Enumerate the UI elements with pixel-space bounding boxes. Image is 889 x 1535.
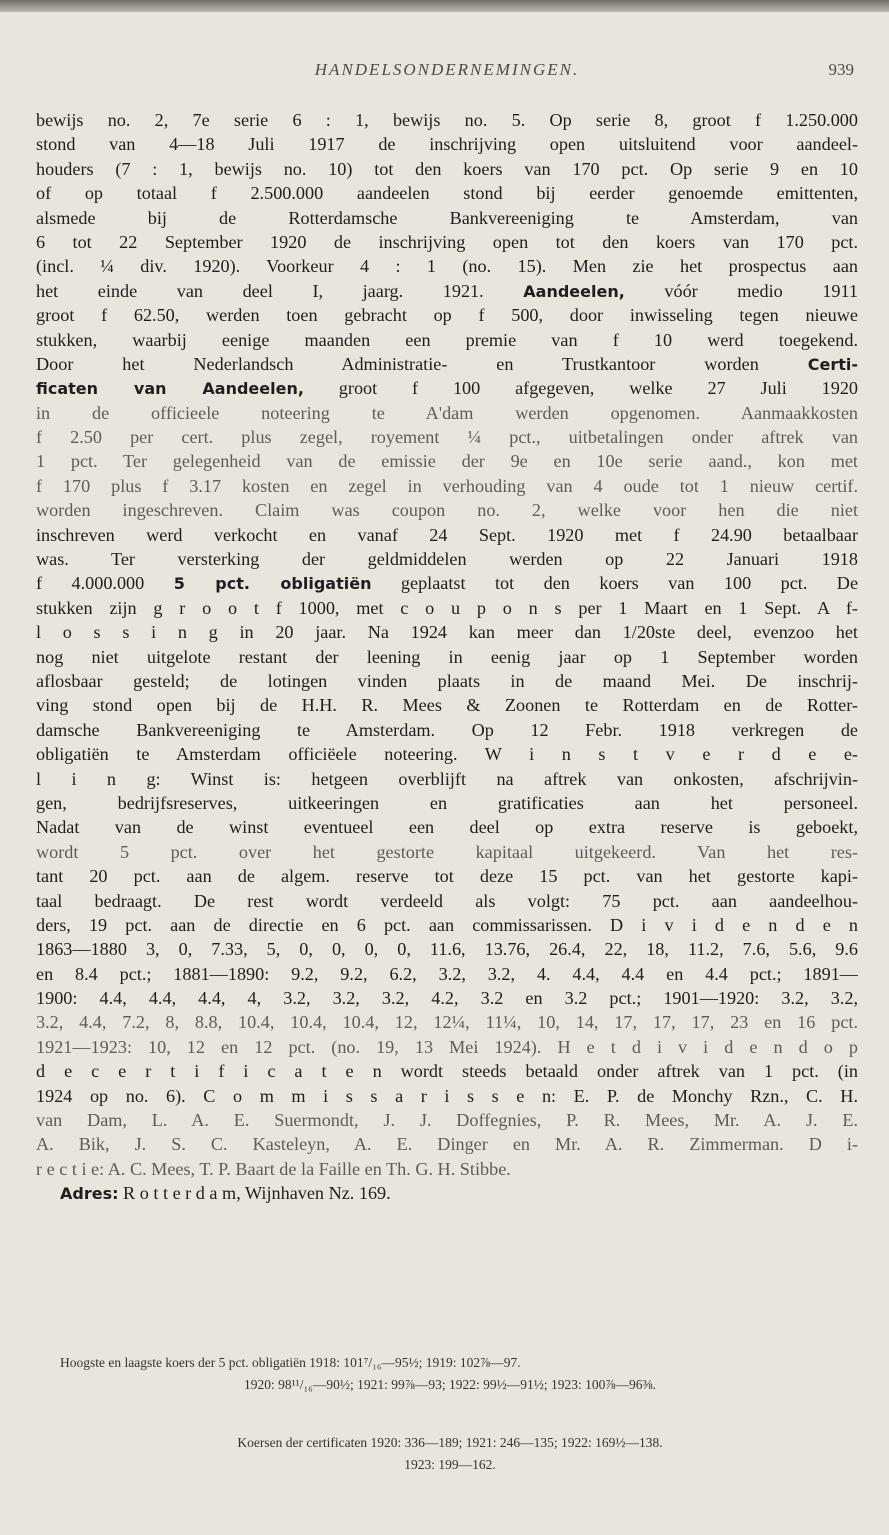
text-line: l i n g: Winst is: hetgeen overblijft na aftrek van onkosten, afschrijvin- <box>36 768 858 789</box>
text-fragment: f 4.000.000 <box>36 573 145 594</box>
text-line: wordt 5 pct. over het gestorte kapitaal uitgekeerd. Van het res- <box>36 841 858 862</box>
text-line: stukken zijn g r o o t f 1000, met c o u p o n s per 1 Maart en 1 Sept. A f- <box>36 597 858 618</box>
text-fragment: groot f 100 afgegeven, welke 27 Juli 1920 <box>338 378 858 399</box>
text-line: stond van 4—18 Juli 1917 de inschrijving open uitsluitend voor aandeel- <box>36 134 858 155</box>
bold-obligatien: 5 pct. obligatiën <box>173 574 372 594</box>
page-header <box>36 56 858 90</box>
bold-certificaten-a: Certi- <box>807 354 858 374</box>
text-line: A. Bik, J. S. C. Kasteleyn, A. E. Dinger en Mr. A. R. Zimmerman. D i- <box>36 1134 858 1155</box>
text-line: 3.2, 4.4, 7.2, 8, 8.8, 10.4, 10.4, 10.4, 12, 12¼, 11¼, 10, 14, 17, 17, 17, 23 en 16 pct. <box>36 1012 858 1033</box>
text-fragment: Door het Nederlandsch Administratie- en Trustkantoor worden <box>36 353 759 374</box>
text-line: gen, bedrijfsreserves, uitkeeringen en gratificaties aan het personeel. <box>36 792 858 813</box>
body-text <box>36 108 858 1206</box>
text-line: Nadat van de winst eventueel een deel op extra reserve is geboekt, <box>36 817 858 838</box>
footnote-line: 1920: 98¹¹/₁₆—90½; 1921: 99⅞—93; 1922: 99½—91½; 1923: 100⅞—96⅜. <box>243 1377 656 1392</box>
footnote-line: Koersen der certificaten 1920: 336—189; 1921: 246—135; 1922: 169½—138. <box>237 1435 663 1450</box>
text-line: nog niet uitgelote restant der leening in eenig jaar op 1 September worden <box>36 646 858 667</box>
text-line: taal bedraagt. De rest wordt verdeeld als volgt: 75 pct. aan aandeelhou- <box>36 890 858 911</box>
text-line: of op totaal f 2.500.000 aandeelen stond bij eerder genoemde emittenten, <box>36 183 858 204</box>
text-line: bewijs no. 2, 7e serie 6 : 1, bewijs no. 5. Op serie 8, groot f 1.250.000 <box>36 110 858 130</box>
address-value: R o t t e r d a m, Wijnhaven Nz. 169. <box>123 1183 391 1204</box>
text-line: inschreven werd verkocht en vanaf 24 Sept. 1920 met f 24.90 betaalbaar <box>36 524 858 545</box>
text-line: in de officieele noteering te A'dam werden opgenomen. Aanmaakkosten <box>36 402 858 423</box>
footnote-line: Hoogste en laagste koers der 5 pct. obligatiën 1918: 101⁷/₁₆—95½; 1919: 102⅞—97. <box>60 1355 521 1370</box>
text-fragment: het einde van deel I, jaarg. 1921. <box>36 280 484 301</box>
text-line: alsmede bij de Rotterdamsche Bankvereeniging te Amsterdam, van <box>36 207 858 228</box>
text-line-certificaten-b <box>36 376 858 400</box>
text-line: obligatiën te Amsterdam officiëele noteering. W i n s t v e r d e e- <box>36 744 858 765</box>
footnote-gap <box>60 1396 840 1432</box>
footnote-line: 1923: 199—162. <box>404 1457 496 1472</box>
text-line: ders, 19 pct. aan de directie en 6 pct. aan commissarissen. D i v i d e n d e n <box>36 914 858 935</box>
text-line: groot f 62.50, werden toen gebracht op f 500, door inwisseling tegen nieuwe <box>36 305 858 326</box>
book-page <box>36 56 858 1206</box>
text-line: worden ingeschreven. Claim was coupon no. 2, welke voor hen die niet <box>36 500 858 521</box>
bold-certificaten-b: ficaten van Aandeelen, <box>36 379 304 399</box>
text-line: l o s s i n g in 20 jaar. Na 1924 kan meer dan 1/20ste deel, evenzoo het <box>36 622 858 643</box>
text-fragment: geplaatst tot den koers van 100 pct. De <box>400 573 858 594</box>
running-title: HANDELSONDERNEMINGEN. <box>314 60 580 79</box>
text-line: was. Ter versterking der geldmiddelen werden op 22 Januari 1918 <box>36 549 858 570</box>
address-line <box>36 1181 858 1205</box>
text-line: ving stond open bij de H.H. R. Mees & Zoonen te Rotterdam en de Rotter- <box>36 695 858 716</box>
text-line-obligatien <box>36 571 858 595</box>
text-line: damsche Bankvereeniging te Amsterdam. Op 12 Febr. 1918 verkregen de <box>36 719 858 740</box>
text-line: (incl. ¼ div. 1920). Voorkeur 4 : 1 (no. 15). Men zie het prospectus aan <box>36 256 858 277</box>
text-line-aandeelen <box>36 279 858 303</box>
footnotes <box>60 1352 840 1476</box>
text-line: tant 20 pct. aan de algem. reserve tot deze 15 pct. van het gestorte kapi- <box>36 866 858 887</box>
text-line: van Dam, L. A. E. Suermondt, J. J. Doffegnies, P. R. Mees, Mr. A. J. E. <box>36 1110 858 1131</box>
text-line: f 2.50 per cert. plus zegel, royement ¼ pct., uitbetalingen onder aftrek van <box>36 427 858 448</box>
text-line: 1921—1923: 10, 12 en 12 pct. (no. 19, 13 Mei 1924). H e t d i v i d e n d o p <box>36 1036 858 1057</box>
text-line: r e c t i e: A. C. Mees, T. P. Baart de la Faille en Th. G. H. Stibbe. <box>36 1158 511 1179</box>
text-line: 6 tot 22 September 1920 de inschrijving open tot den koers van 170 pct. <box>36 231 858 252</box>
text-line: 1 pct. Ter gelegenheid van de emissie der 9e en 10e serie aand., kon met <box>36 451 858 472</box>
text-line: en 8.4 pct.; 1881—1890: 9.2, 9.2, 6.2, 3.2, 3.2, 4. 4.4, 4.4 en 4.4 pct.; 1891— <box>36 963 858 984</box>
text-line: 1900: 4.4, 4.4, 4.4, 4, 3.2, 3.2, 3.2, 4.2, 3.2 en 3.2 pct.; 1901—1920: 3.2, 3.2, <box>36 988 858 1009</box>
page-number: 939 <box>828 60 854 79</box>
text-line: aflosbaar gesteld; de lotingen vinden plaats in de maand Mei. De inschrij- <box>36 670 858 691</box>
bold-aandeelen: Aandeelen, <box>523 281 625 301</box>
text-line-certificaten-a <box>36 352 858 376</box>
text-line: stukken, waarbij eenige maanden een premie van f 10 werd toegekend. <box>36 329 858 350</box>
text-line: f 170 plus f 3.17 kosten en zegel in verhouding van 4 oude tot 1 nieuw certif. <box>36 475 858 496</box>
text-line: houders (7 : 1, bewijs no. 10) tot den koers van 170 pct. Op serie 9 en 10 <box>36 158 858 179</box>
text-line: 1924 op no. 6). C o m m i s s a r i s s e n: E. P. de Monchy Rzn., C. H. <box>36 1085 858 1106</box>
text-fragment: vóór medio 1911 <box>664 280 858 301</box>
text-line: d e c e r t i f i c a t e n wordt steeds betaald onder aftrek van 1 pct. (in <box>36 1061 858 1082</box>
scan-edge <box>0 0 889 12</box>
text-line: 1863—1880 3, 0, 7.33, 5, 0, 0, 0, 0, 11.6, 13.76, 26.4, 22, 18, 11.2, 7.6, 5.6, 9.6 <box>36 939 858 960</box>
bold-adres-label: Adres: <box>60 1184 119 1204</box>
